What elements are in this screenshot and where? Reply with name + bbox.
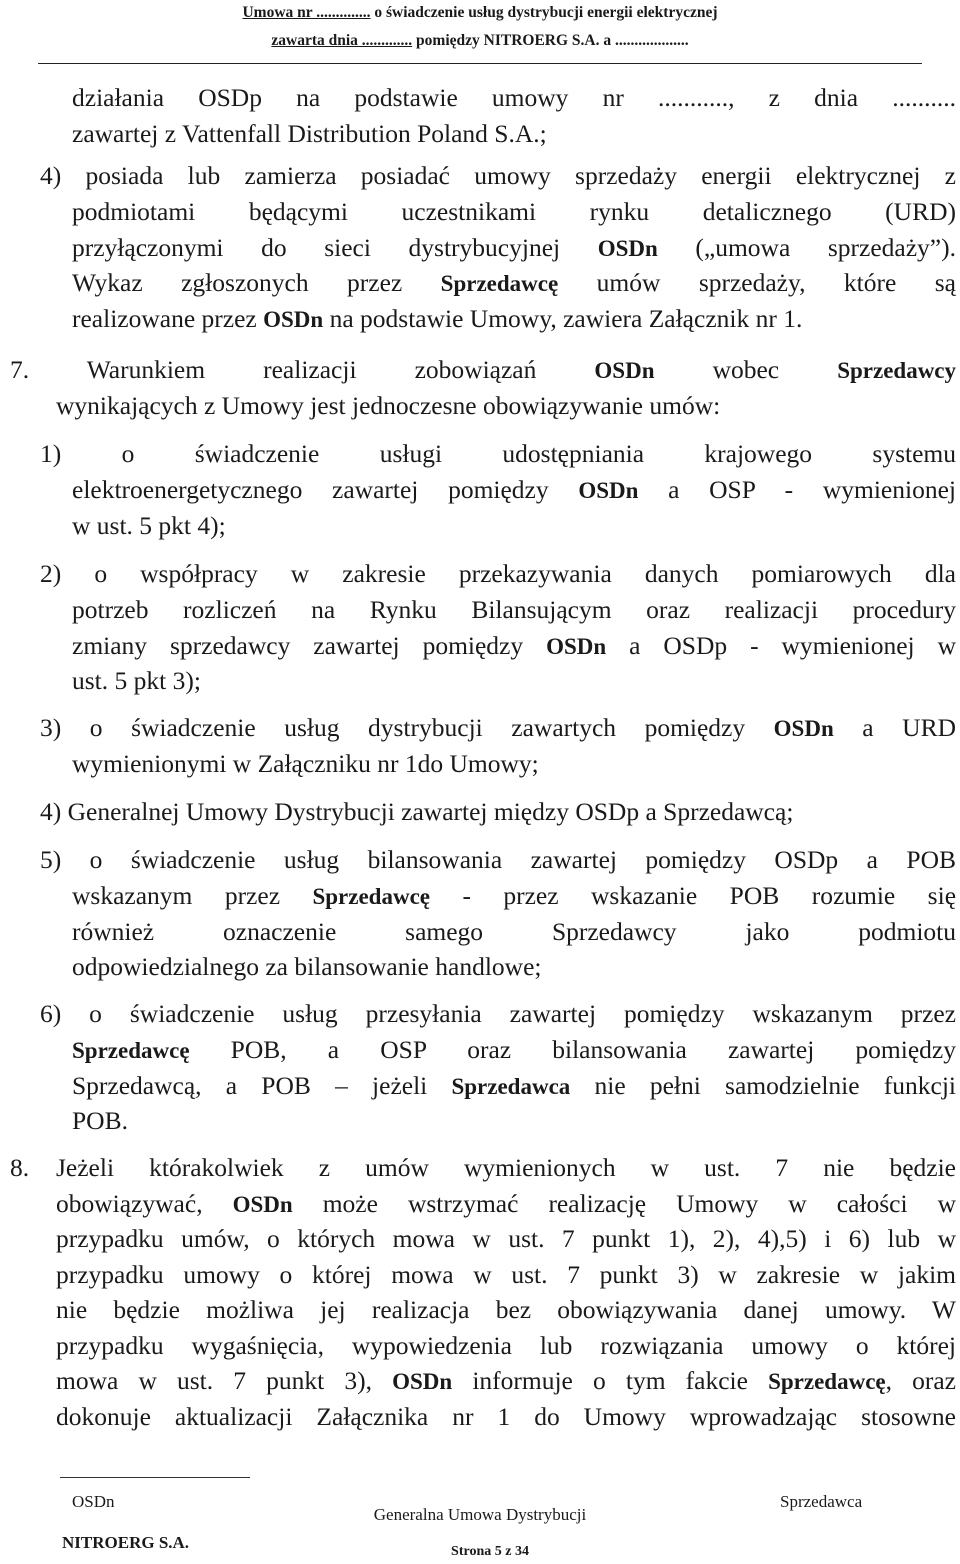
text-line: ust. 5 pkt 3);	[72, 666, 201, 695]
footer-sprzedawca: Sprzedawca	[780, 1492, 863, 1511]
footer-osdn: OSDn	[72, 1492, 115, 1511]
list-item-4-cont	[72, 194, 956, 336]
text-line: Sprzedawcą, a POB – jeżeli Sprzedawca nie pełni samodzielnie funkcji	[72, 1070, 956, 1100]
header-contract-subject: o świadczenie usług dystrybucji energii elektrycznej	[370, 4, 718, 21]
section-number: 8.	[10, 1153, 30, 1182]
text-line: mowa w ust. 7 punkt 3), OSDn informuje o tym fakcie Sprzedawcę, oraz	[56, 1366, 957, 1395]
section-7-cont	[56, 388, 956, 424]
osdn-term: OSDn	[578, 478, 639, 503]
sprzedawca-term: Sprzedawca	[451, 1073, 571, 1099]
list-item-6-cont	[72, 1032, 956, 1139]
sprzedawca-term: Sprzedawcy	[837, 358, 957, 383]
osdn-term: OSDn	[546, 633, 607, 659]
text-line: 6) o świadczenie usług przesyłania zawartej pomiędzy wskazanym przez	[40, 999, 956, 1028]
list-item-5-cont	[72, 878, 956, 985]
list-item-2-cont	[72, 592, 956, 699]
list-item-2	[40, 556, 956, 592]
text-line: 7. Warunkiem realizacji zobowiązań OSDn wobec Sprzedawcy	[10, 355, 957, 384]
text-line: Sprzedawcę POB, a OSP oraz bilansowania zawartej pomiędzy	[72, 1035, 956, 1064]
text-line: potrzeb rozliczeń na Rynku Bilansującym oraz realizacji procedury	[72, 595, 956, 624]
osdn-term: OSDn	[392, 1369, 453, 1394]
section-8-number	[10, 1150, 50, 1186]
header-contract-number: Umowa nr ..............	[242, 4, 371, 21]
text-line: Wykaz zgłoszonych przez Sprzedawcę umów sprzedaży, które są	[72, 268, 956, 297]
text-line: 4) posiada lub zamierza posiadać umowy sprzedaży energii elektrycznej z	[40, 161, 956, 190]
text-line: 5) o świadczenie usług bilansowania zawartej pomiędzy OSDp a POB	[40, 845, 956, 874]
text-line: przypadku umowy o której mowa w ust. 7 punkt 3) w zakresie w jakim	[56, 1259, 956, 1289]
text-line: zmiany sprzedawcy zawartej pomiędzy OSDn a OSDp - wymienionej w	[72, 630, 956, 660]
list-item-3-cont	[72, 746, 956, 782]
text-line: zawartej z Vattenfall Distribution Poland S.A.;	[72, 118, 547, 148]
osdn-term: OSDn	[597, 235, 658, 261]
text-line: 3) o świadczenie usług dystrybucji zawartych pomiędzy OSDn a URD	[40, 713, 956, 742]
page-number: Strona 5 z 34	[451, 1544, 529, 1559]
text-line: realizowane przez OSDn na podstawie Umowy, zawiera Załącznik nr 1.	[72, 303, 803, 333]
sprzedawca-term: Sprzedawcę	[440, 271, 559, 296]
text-line: wynikających z Umowy jest jednoczesne obowiązywanie umów:	[56, 391, 721, 420]
text-line: podmiotami będącymi uczestnikami rynku detalicznego (URD)	[72, 197, 956, 226]
section-8	[56, 1150, 956, 1434]
text-line: przypadku umów, o których mowa w ust. 7 punkt 1), 2), 4),5) i 6) lub w	[56, 1224, 956, 1253]
sprzedawca-term: Sprzedawcę	[312, 884, 430, 909]
header-divider	[38, 63, 922, 64]
text-line: obowiązywać, OSDn może wstrzymać realizację Umowy w całości w	[56, 1188, 956, 1218]
text-line: również oznaczenie samego Sprzedawcy jako podmiotu	[72, 916, 956, 946]
footer-document-title: Generalna Umowa Dystrybucji	[373, 1505, 587, 1524]
section-7	[10, 352, 956, 388]
header-contract-line	[0, 4, 960, 22]
text-line: działania OSDp na podstawie umowy nr ..........., z dnia ..........	[72, 83, 956, 112]
footer-divider	[60, 1477, 250, 1478]
list-item-5	[40, 842, 956, 878]
text-line: wymienionymi w Załączniku nr 1do Umowy;	[72, 749, 539, 778]
list-item-1	[40, 436, 956, 472]
list-item-6	[40, 996, 956, 1032]
osdn-term: OSDn	[232, 1191, 293, 1217]
list-item-1-cont	[72, 472, 956, 543]
text-line: 1) o świadczenie usługi udostępniania krajowego systemu	[40, 439, 956, 468]
header-contract-date: zawarta dnia .............	[271, 32, 413, 49]
text-line: dokonuje aktualizacji Załącznika nr 1 do Umowy wprowadzając stosowne	[56, 1401, 956, 1431]
footer-company: NITROERG S.A.	[62, 1533, 190, 1552]
header-parties: pomiędzy NITROERG S.A. a ...................	[412, 32, 689, 49]
text-line: POB.	[72, 1106, 128, 1135]
sprzedawca-term: Sprzedawcę	[768, 1369, 886, 1394]
text-line: elektroenergetycznego zawartej pomiędzy OSDn a OSP - wymienionej	[72, 475, 956, 504]
paragraph-continuation	[72, 80, 956, 151]
text-line: 4) Generalnej Umowy Dystrybucji zawartej między OSDp a Sprzedawcą;	[40, 797, 794, 826]
list-item-4	[40, 158, 956, 194]
osdn-term: OSDn	[263, 306, 324, 332]
osdn-term: OSDn	[773, 716, 834, 741]
section-number: 7.	[10, 355, 30, 384]
list-item-3	[40, 710, 956, 746]
text-line: w ust. 5 pkt 4);	[72, 510, 226, 540]
osdn-term: OSDn	[594, 358, 655, 383]
text-line: Jeżeli którakolwiek z umów wymienionych w ust. 7 nie będzie	[56, 1153, 956, 1182]
text-line: 2) o współpracy w zakresie przekazywania danych pomiarowych dla	[40, 559, 956, 588]
text-line: nie będzie możliwa jej realizacja bez obowiązywania danej umowy. W	[56, 1295, 956, 1324]
text-line: odpowiedzialnego za bilansowanie handlowe;	[72, 952, 542, 981]
sprzedawca-term: Sprzedawcę	[72, 1038, 190, 1063]
text-line: wskazanym przez Sprzedawcę - przez wskazanie POB rozumie się	[72, 881, 957, 910]
list-item-4b	[40, 794, 956, 830]
text-line: przyłączonymi do sieci dystrybucyjnej OSDn („umowa sprzedaży”).	[72, 232, 956, 262]
text-line: przypadku wygaśnięcia, wypowiedzenia lub rozwiązania umowy o której	[56, 1330, 956, 1360]
header-parties-line	[0, 32, 960, 50]
